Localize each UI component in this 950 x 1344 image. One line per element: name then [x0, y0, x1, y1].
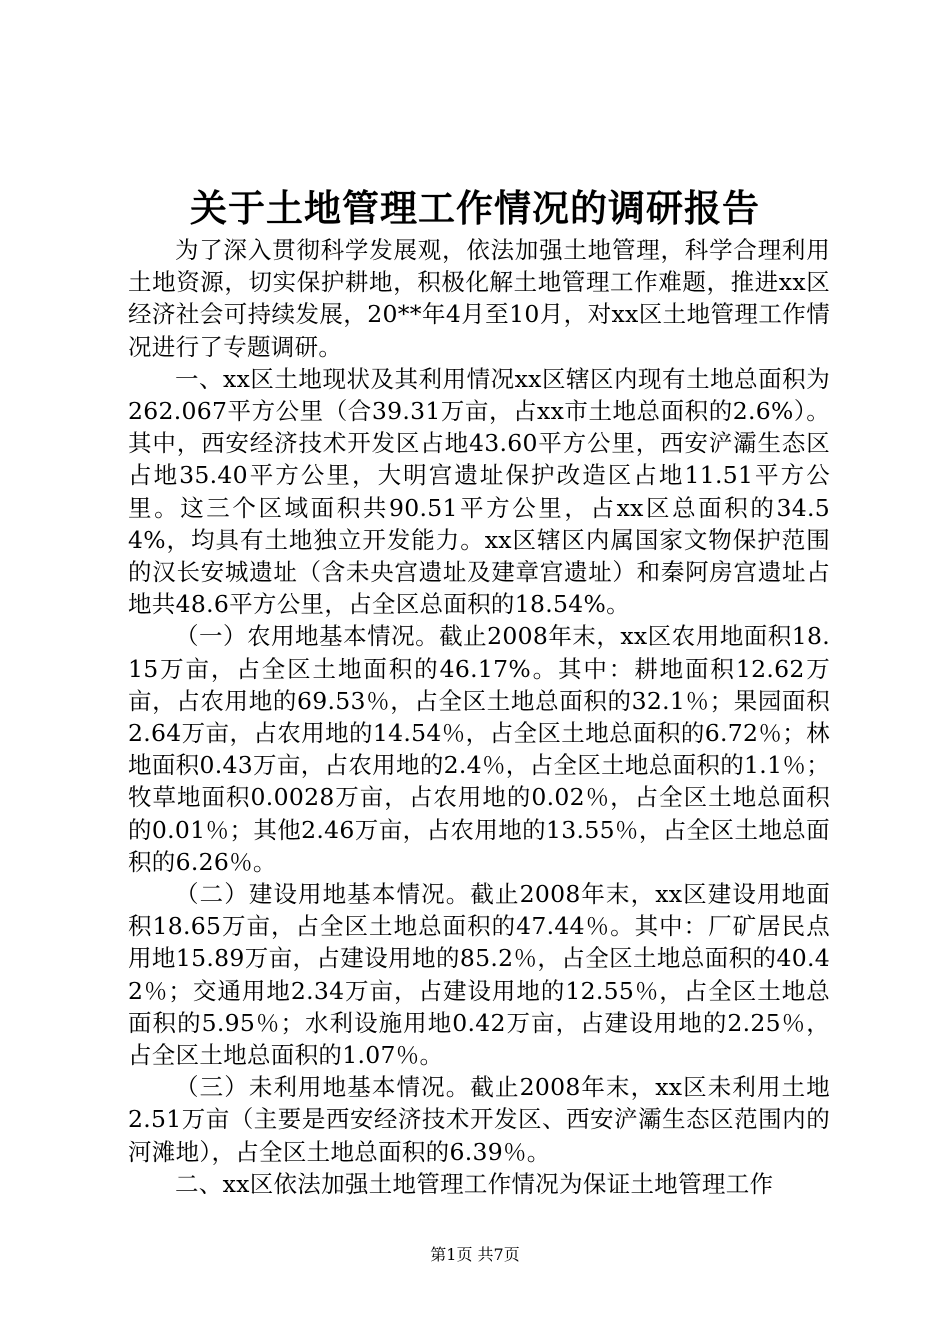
paragraph-agricultural-land: （一）农用地基本情况。截止2008年末，xx区农用地面积18.15万亩，占全区土地面积的46.17%。其中：耕地面积12.62万亩，占农用地的69.53％，占全区土地总面积的32.1％；果园面积2.64万亩，占农用地的14.54％，占全区土地总面积的6.72％；林地面积0.43万亩，占农用地的2.4％，占全区土地总面积的1.1％；牧草地面积0.0028万亩，占农用地的0.02％，占全区土地总面积的0.01％；其他2.46万亩，占农用地的13.55％，占全区土地总面积的6.26％。 [128, 622, 830, 876]
paragraph-intro: 为了深入贯彻科学发展观，依法加强土地管理，科学合理利用土地资源，切实保护耕地，积极化解土地管理工作难题，推进xx区经济社会可持续发展，20**年4月至10月，对xx区土地管理工作情况进行了专题调研。 [128, 236, 830, 361]
paragraph-section-2: 二、xx区依法加强土地管理工作情况为保证土地管理工作 [175, 1169, 774, 1198]
page-footer: 第1页 共7页 [430, 1245, 520, 1264]
paragraph-section-1: 一、xx区土地现状及其利用情况xx区辖区内现有土地总面积为262.067平方公里（合39.31万亩，占xx市土地总面积的2.6%）。其中，西安经济技术开发区占地43.60平方公里，西安浐灞生态区占地35.40平方公里，大明宫遗址保护改造区占地11.51平方公里。这三个区域面积共90.51平方公里，占xx区总面积的34.54%，均具有土地独立开发能力。xx区辖区内属国家文物保护范围的汉长安城遗址（含未央宫遗址及建章宫遗址）和秦阿房宫遗址占地共48.6平方公里，占全区总面积的18.54%。 [128, 364, 830, 619]
paragraph-construction-land: （二）建设用地基本情况。截止2008年末，xx区建设用地面积18.65万亩，占全区土地总面积的47.44％。其中：厂矿居民点用地15.89万亩，占建设用地的85.2％，占全区土地总面积的40.42％；交通用地2.34万亩，占建设用地的12.55％，占全区土地总面积的5.95％；水利设施用地0.42万亩，占建设用地的2.25％，占全区土地总面积的1.07％。 [128, 880, 830, 1070]
document-body [128, 234, 830, 1200]
paragraph-unused-land: （三）未利用地基本情况。截止2008年末，xx区未利用土地2.51万亩（主要是西安经济技术开发区、西安浐灞生态区范围内的河滩地），占全区土地总面积的6.39％。 [128, 1073, 830, 1166]
document-title: 关于土地管理工作情况的调研报告 [190, 187, 760, 230]
